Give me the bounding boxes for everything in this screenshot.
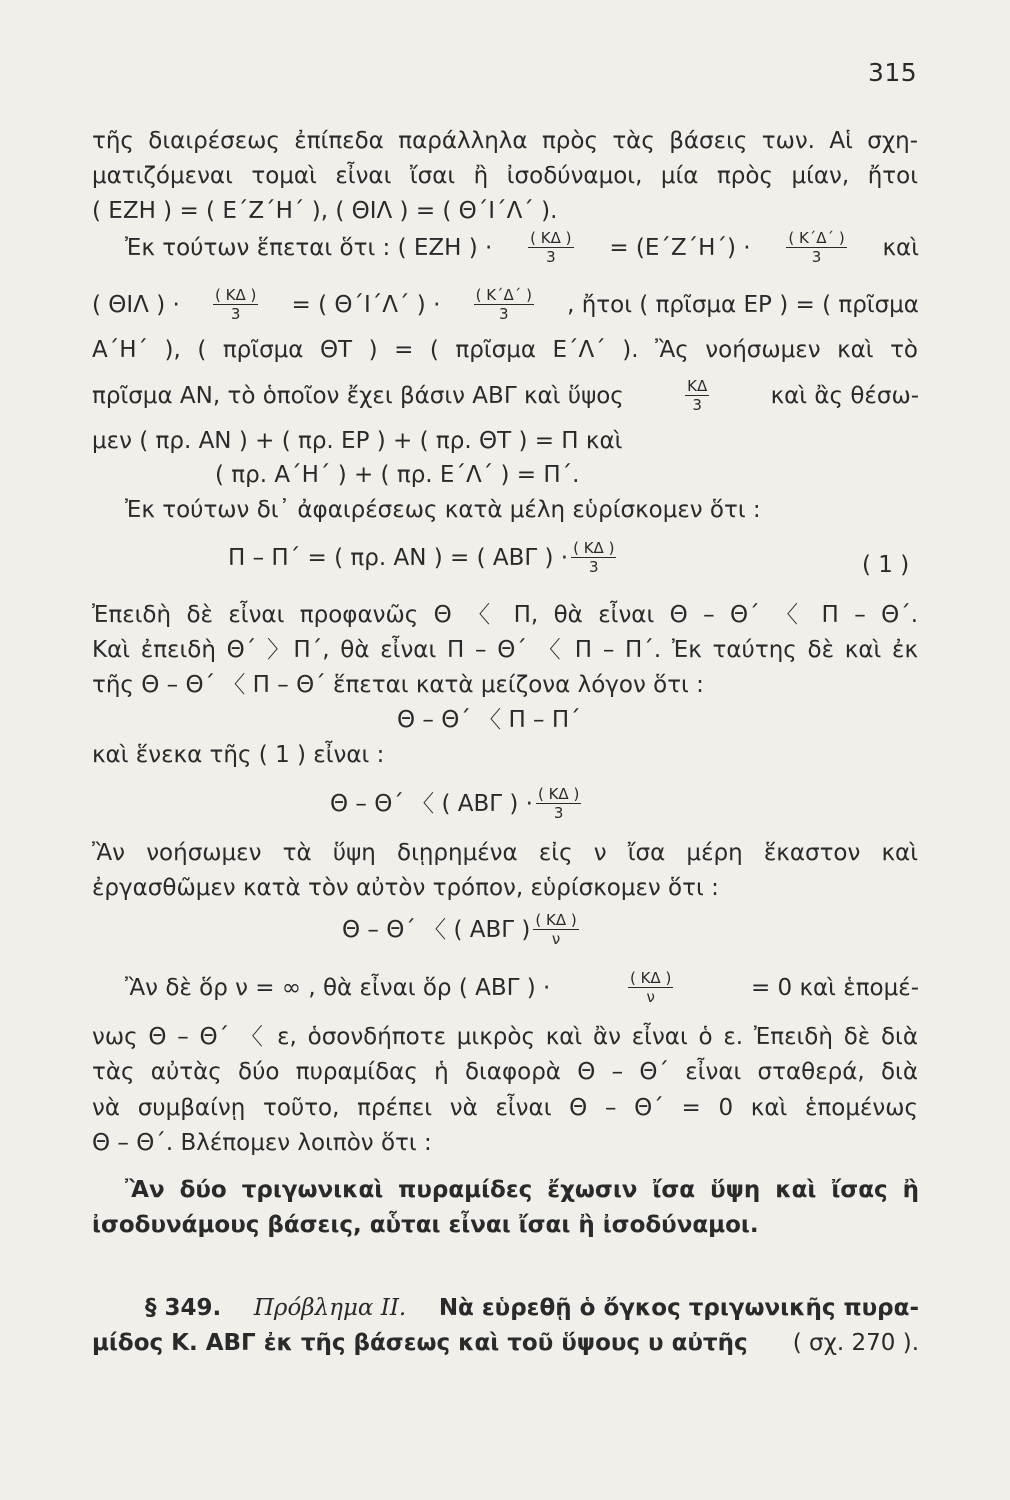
text-line: ( ΕΖΗ ) = ( Ε΄Ζ΄Η΄ ), ( ΘΙΛ ) = ( Θ΄Ι΄Λ΄ ).	[92, 198, 558, 224]
fraction-numerator: ( ΚΔ )	[573, 539, 615, 557]
text-line: Θ – Θ΄. Βλέπομεν λοιπὸν ὅτι :	[92, 1130, 432, 1156]
fraction-denominator: ν	[551, 930, 561, 948]
text-line: Α΄Η΄ ), ( πρῖσμα ΘΤ ) = ( πρῖσμα Ε΄Λ΄ ). Ἂς νοήσωμεν καὶ τὸ	[92, 337, 918, 363]
problem-statement: Νὰ εὑρεθῇ ὁ ὄγκος τριγωνικῆς πυρα-	[438, 1295, 919, 1321]
text-segment: καὶ ἂς θέσω-	[770, 382, 919, 409]
fraction	[213, 287, 258, 322]
text-segment: πρῖσμα ΑΝ, τὸ ὁποῖον ἔχει βάσιν ΑΒΓ καὶ ὕψος	[92, 382, 624, 409]
text-line: νως Θ – Θ΄ 〈 ε, ὁσονδήποτε μικρὸς καὶ ἂν εἶναι ὁ ε. Ἐπειδὴ δὲ διὰ	[92, 1024, 918, 1050]
section-number: § 349.	[145, 1295, 222, 1321]
text-segment: = (Ε΄Ζ΄Η΄) ·	[609, 234, 751, 261]
equation-line	[330, 786, 584, 821]
section-heading	[145, 1293, 919, 1323]
fraction	[571, 540, 616, 575]
fraction	[474, 287, 534, 322]
fraction-denominator: 3	[692, 396, 702, 414]
fraction-denominator: 3	[230, 305, 241, 323]
fraction	[533, 912, 578, 947]
text-line: ματιζόμεναι τομαὶ εἶναι ἴσαι ἢ ἰσοδύναμοι, μία πρὸς μίαν, ἤτοι	[92, 163, 918, 189]
text-segment: Π – Π΄ = ( πρ. ΑΝ ) = ( ΑΒΓ ) ·	[228, 544, 569, 571]
problem-statement-line	[92, 1328, 919, 1358]
text-line: Ἐπειδὴ δὲ εἶναι προφανῶς Θ 〈 Π, θὰ εἶναι Θ – Θ΄ 〈 Π – Θ΄.	[92, 602, 918, 628]
text-line: ( πρ. Α΄Η΄ ) + ( πρ. Ε΄Λ΄ ) = Π΄.	[215, 462, 580, 488]
fraction-numerator: ΚΔ	[687, 377, 708, 395]
page-number: 315	[868, 58, 918, 87]
fraction-denominator: 3	[588, 558, 599, 576]
fraction-denominator: 3	[553, 804, 564, 822]
fraction	[628, 970, 673, 1005]
equation-line	[92, 287, 919, 322]
fraction-numerator: ( ΚΔ )	[530, 229, 572, 247]
text-line: τὰς αὐτὰς δύο πυραμίδας ἡ διαφορὰ Θ – Θ΄ εἶναι σταθερά, διὰ	[92, 1059, 918, 1085]
text-segment: = 0 καὶ ἑπομέ-	[750, 974, 919, 1001]
text-segment: = ( Θ΄Ι΄Λ΄ ) ·	[291, 291, 441, 318]
fraction-numerator: ( Κ΄Δ΄ )	[788, 229, 845, 247]
equation-line	[125, 230, 919, 265]
fraction	[786, 230, 846, 265]
fraction-denominator: 3	[546, 248, 556, 266]
equation-line	[125, 970, 919, 1005]
text-line: νὰ συμβαίνῃ τοῦτο, πρέπει νὰ εἶναι Θ – Θ΄ = 0 καὶ ἑπομένως	[92, 1095, 918, 1121]
equation-line	[228, 540, 619, 575]
figure-reference: ( σχ. 270 ).	[792, 1330, 919, 1356]
text-line: Θ – Θ΄ 〈 Π – Π΄	[397, 707, 581, 733]
problem-title: Πρόβλημα ΙΙ.	[253, 1295, 407, 1321]
text-line: ἐργασθῶμεν κατὰ τὸν αὐτὸν τρόπον, εὑρίσκομεν ὅτι :	[92, 875, 719, 901]
text-segment: Θ – Θ΄ 〈 ( ΑΒΓ ) ·	[330, 790, 533, 817]
text-line: τῆς διαιρέσεως ἐπίπεδα παράλληλα πρὸς τὰς βάσεις των. Αἱ σχη-	[92, 128, 918, 154]
fraction-denominator: 3	[811, 248, 822, 266]
text-segment: Ἐκ τούτων ἕπεται ὅτι : ( ΕΖΗ ) ·	[125, 234, 493, 261]
equation-number: ( 1 )	[862, 552, 910, 578]
text-segment: Ἂν δὲ ὅρ ν = ∞ , θὰ εἶναι ὅρ ( ΑΒΓ ) ·	[125, 974, 551, 1001]
text-segment: ( ΘΙΛ ) ·	[92, 291, 180, 318]
text-segment: Θ – Θ΄ 〈 ( ΑΒΓ )	[342, 916, 531, 943]
fraction-numerator: ( ΚΔ )	[629, 969, 672, 987]
text-line: Ἐκ τούτων δι᾿ ἀφαιρέσεως κατὰ μέλη εὑρίσκομεν ὅτι :	[125, 497, 761, 523]
text-line: μεν ( πρ. ΑΝ ) + ( πρ. ΕΡ ) + ( πρ. ΘΤ ) = Π καὶ	[92, 428, 623, 454]
fraction-denominator: ν	[646, 988, 655, 1006]
equation-line	[92, 378, 919, 413]
text-line: τῆς Θ – Θ΄ 〈 Π – Θ΄ ἕπεται κατὰ μείζονα λόγον ὅτι :	[92, 672, 704, 698]
fraction-numerator: ( ΚΔ )	[535, 911, 577, 929]
fraction-numerator: ( ΚΔ )	[214, 286, 257, 304]
fraction	[685, 378, 709, 413]
text-line: καὶ ἕνεκα τῆς ( 1 ) εἶναι :	[92, 742, 385, 768]
problem-statement: μίδος Κ. ΑΒΓ ἐκ τῆς βάσεως καὶ τοῦ ὕψους υ αὐτῆς	[92, 1330, 748, 1356]
theorem-line: ἰσοδυνάμους βάσεις, αὗται εἶναι ἴσαι ἢ ἰσοδύναμοι.	[92, 1212, 759, 1238]
equation-line	[342, 912, 582, 947]
theorem-line: Ἂν δύο τριγωνικαὶ πυραμίδες ἔχωσιν ἴσα ὕψη καὶ ἴσας ἢ	[125, 1177, 919, 1203]
fraction	[528, 230, 573, 265]
text-segment: καὶ	[882, 234, 919, 261]
fraction-numerator: ( Κ΄Δ΄ )	[475, 286, 532, 304]
fraction-denominator: 3	[498, 305, 509, 323]
text-line: Καὶ ἐπειδὴ Θ΄ 〉Π΄, θὰ εἶναι Π – Θ΄ 〈 Π – Π΄. Ἐκ ταύτης δὲ καὶ ἐκ	[92, 637, 918, 663]
fraction-numerator: ( ΚΔ )	[537, 785, 580, 803]
text-line: Ἂν νοήσωμεν τὰ ὕψη διῃρημένα εἰς ν ἴσα μέρη ἕκαστον καὶ	[92, 840, 918, 866]
fraction	[536, 786, 581, 821]
text-segment: , ἤτοι ( πρῖσμα ΕΡ ) = ( πρῖσμα	[567, 291, 919, 318]
